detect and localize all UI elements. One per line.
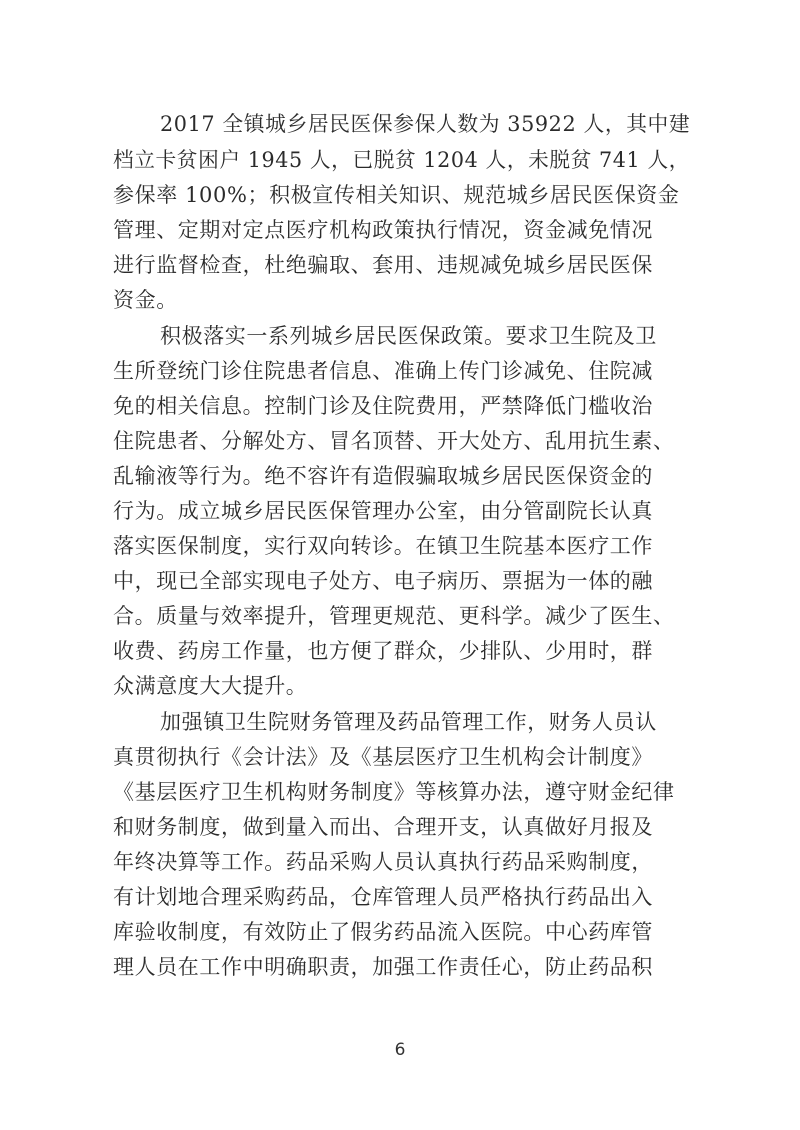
paragraph-3-line-3: 《基层医疗卫生机构财务制度》等核算办法，遵守财金纪律 <box>113 780 675 804</box>
paragraph-2-line-10: 收费、药房工作量，也方便了群众，少排队、少用时，群 <box>113 639 653 663</box>
paragraph-1-line-5: 进行监督检查，杜绝骗取、套用、违规减免城乡居民医保 <box>113 253 653 277</box>
paragraph-3-line-2: 真贯彻执行《会计法》及《基层医疗卫生机构会计制度》 <box>113 745 653 769</box>
paragraph-2-line-8: 中，现已全部实现电子处方、电子病历、票据为一体的融 <box>113 569 653 593</box>
paragraph-2-line-7: 落实医保制度，实行双向转诊。在镇卫生院基本医疗工作 <box>113 534 653 558</box>
paragraph-1-line-1: 2017 全镇城乡居民医保参保人数为 35922 人，其中建 <box>160 112 691 136</box>
paragraph-2-line-5: 乱输液等行为。绝不容许有造假骗取城乡居民医保资金的 <box>113 464 653 488</box>
page-number: 6 <box>394 1040 406 1060</box>
paragraph-3-line-7: 库验收制度，有效防止了假劣药品流入医院。中心药库管 <box>113 920 653 944</box>
paragraph-3-line-8: 理人员在工作中明确职责，加强工作责任心，防止药品积 <box>113 955 653 979</box>
paragraph-1-line-3: 参保率 100%；积极宣传相关知识、规范城乡居民医保资金 <box>113 183 680 207</box>
paragraph-1-line-6: 资金。 <box>113 288 178 312</box>
paragraph-2-line-4: 住院患者、分解处方、冒名顶替、开大处方、乱用抗生素、 <box>113 429 675 453</box>
paragraph-3-line-4: 和财务制度，做到量入而出、合理开支，认真做好月报及 <box>113 815 653 839</box>
paragraph-2-line-6: 行为。成立城乡居民医保管理办公室，由分管副院长认真 <box>113 499 653 523</box>
paragraph-2-line-11: 众满意度大大提升。 <box>113 674 308 698</box>
paragraph-3-line-6: 有计划地合理采购药品，仓库管理人员严格执行药品出入 <box>113 885 653 909</box>
paragraph-2-line-2: 生所登统门诊住院患者信息、准确上传门诊减免、住院减 <box>113 359 653 383</box>
paragraph-1-line-2: 档立卡贫困户 1945 人，已脱贫 1204 人，未脱贫 741 人， <box>113 148 691 172</box>
paragraph-3-line-5: 年终决算等工作。药品采购人员认真执行药品采购制度， <box>113 850 653 874</box>
paragraph-2-line-3: 免的相关信息。控制门诊及住院费用，严禁降低门槛收治 <box>113 394 653 418</box>
paragraph-2-line-9: 合。质量与效率提升，管理更规范、更科学。减少了医生、 <box>113 604 675 628</box>
paragraph-2-line-1: 积极落实一系列城乡居民医保政策。要求卫生院及卫 <box>160 324 657 348</box>
paragraph-3-line-1: 加强镇卫生院财务管理及药品管理工作，财务人员认 <box>160 710 657 734</box>
paragraph-1-line-4: 管理、定期对定点医疗机构政策执行情况，资金减免情况 <box>113 218 653 242</box>
